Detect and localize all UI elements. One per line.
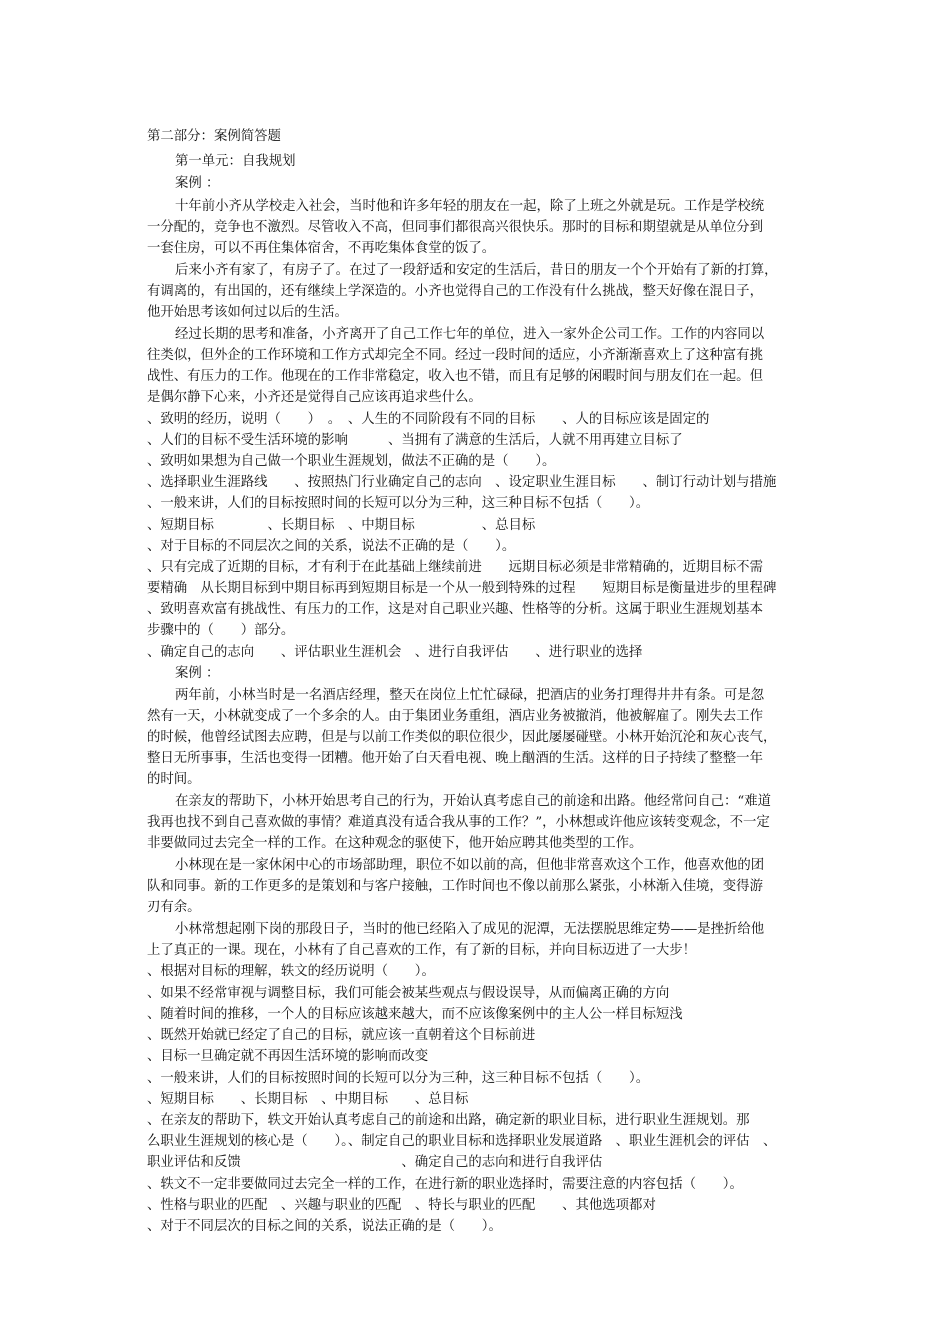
paragraph-line: 的时间。: [147, 772, 201, 787]
paragraph-line: 有调离的，有出国的，还有继续上学深造的。小齐也觉得自己的工作没有什么挑战，整天好像在混日子，: [147, 284, 763, 299]
paragraph-line: 是偶尔静下心来，小齐还是觉得自己应该再追求些什么。: [147, 390, 482, 405]
question-line: 、轶文不一定非要做同过去完全一样的工作，在进行新的职业选择时，需要注意的内容包括（ ）。: [147, 1177, 743, 1192]
paragraph-line: 的时候，他曾经试图去应聘，但是与以前工作类似的职位很少，因此屡屡碰壁。小林开始沉沦和灰心丧气，: [147, 730, 777, 745]
question-line: 、既然开始就已经定了自己的目标，就应该一直朝着这个目标前进: [147, 1028, 536, 1043]
paragraph-line: 然有一天，小林就变成了一个多余的人。由于集团业务重组，酒店业务被撤消，他被解雇了。刚失去工作: [147, 709, 763, 724]
question-line: 、性格与职业的匹配 、兴趣与职业的匹配 、特长与职业的匹配 、其他选项都对: [147, 1198, 656, 1213]
question-line: 职业评估和反馈 、确定自己的志向和进行自我评估: [147, 1155, 603, 1170]
case-label: 案例 ：: [175, 176, 220, 191]
paragraph-line: 十年前小齐从学校走入社会，当时他和许多年轻的朋友在一起，除了上班之外就是玩。工作是学校统: [175, 199, 765, 214]
section-heading: 第二部分：案例简答题: [147, 129, 281, 144]
question-line: 、一般来讲，人们的目标按照时间的长短可以分为三种，这三种目标不包括（ ）。: [147, 1071, 650, 1086]
paragraph-line: 战性、有压力的工作。他现在的工作非常稳定，收入也不错，而且有足够的闲暇时间与朋友们在一起。但: [147, 369, 763, 384]
paragraph-line: 一分配的，竞争也不激烈。尽管收入不高，但同事们都很高兴很快乐。那时的目标和期望就是从单位分到: [147, 220, 763, 235]
paragraph-line: 小林常想起刚下岗的那段日子，当时的他已经陷入了成见的泥潭，无法摆脱思维定势——是挫折给他: [175, 922, 765, 937]
question-line: 、短期目标 、长期目标 、中期目标 、总目标: [147, 1092, 469, 1107]
paragraph-line: 经过长期的思考和准备，小齐离开了自己工作七年的单位，进入一家外企公司工作。工作的内容同以: [175, 327, 765, 342]
question-line: 么职业生涯规划的核心是（ ）。、制定自己的职业目标和选择职业发展道路 、职业生涯机会的评估 、: [147, 1134, 777, 1149]
question-line: 、对于不同层次的目标之间的关系，说法正确的是（ ）。: [147, 1219, 502, 1234]
question-line: 要精确 从长期目标到中期目标再到短期目标是一个从一般到特殊的过程 短期目标是衡量进步的里程碑: [147, 581, 777, 596]
question-line: 、一般来讲，人们的目标按照时间的长短可以分为三种，这三种目标不包括（ ）。: [147, 496, 650, 511]
paragraph-line: 我再也找不到自己喜欢做的事情？难道真没有适合我从事的工作？”，小林想或许他应该转变观念，不一定: [147, 815, 770, 830]
question-line: 、如果不经常审视与调整目标，我们可能会被某些观点与假设误导，从而偏离正确的方向: [147, 986, 670, 1001]
paragraph-line: 整日无所事事，生活也变得一团糟。他开始了白天看电视、晚上酗酒的生活。这样的日子持续了整整一年: [147, 751, 763, 766]
paragraph-line: 他开始思考该如何过以后的生活。: [147, 305, 348, 320]
paragraph-line: 在亲友的帮助下，小林开始思考自己的行为，开始认真考虑自己的前途和出路。他经常问自己：“难道: [175, 794, 772, 809]
paragraph-line: 队和同事。新的工作更多的是策划和与客户接触，工作时间也不像以前那么紧张，小林渐入佳境，变得游: [147, 879, 763, 894]
unit-heading: 第一单元：自我规划: [175, 154, 296, 169]
question-line: 、致明喜欢富有挑战性、有压力的工作，这是对自己职业兴趣、性格等的分析。这属于职业生涯规划基本: [147, 602, 763, 617]
question-line: 、在亲友的帮助下，轶文开始认真考虑自己的前途和出路，确定新的职业目标，进行职业生涯规划。那: [147, 1113, 750, 1128]
question-line: 、对于目标的不同层次之间的关系，说法不正确的是（ ）。: [147, 539, 516, 554]
paragraph-line: 两年前，小林当时是一名酒店经理，整天在岗位上忙忙碌碌，把酒店的业务打理得井井有条。可是忽: [175, 688, 765, 703]
paragraph-line: 上了真正的一课。现在，小林有了自己喜欢的工作，有了新的目标，并向目标迈进了一大步！: [147, 943, 697, 958]
question-line: 、人们的目标不受生活环境的影响 、当拥有了满意的生活后，人就不用再建立目标了: [147, 433, 683, 448]
paragraph-line: 小林现在是一家休闲中心的市场部助理，职位不如以前的高，但他非常喜欢这个工作，他喜欢他的团: [175, 858, 765, 873]
paragraph-line: 后来小齐有家了，有房子了。在过了一段舒适和安定的生活后，昔日的朋友一个个开始有了新的打算，: [175, 263, 778, 278]
question-line: 、随着时间的推移，一个人的目标应该越来越大，而不应该像案例中的主人公一样目标短浅: [147, 1007, 683, 1022]
case-label: 案例 ：: [175, 666, 220, 681]
paragraph-line: 非要做同过去完全一样的工作。在这种观念的驱使下，他开始应聘其他类型的工作。: [147, 836, 643, 851]
question-line: 、只有完成了近期的目标，才有利于在此基础上继续前进 远期目标必须是非常精确的，近期目标不需: [147, 560, 763, 575]
paragraph-line: 刃有余。: [147, 900, 201, 915]
question-line: 、致明的经历，说明（ ） 。 、人生的不同阶段有不同的目标 、人的目标应该是固定的: [147, 412, 710, 427]
paragraph-line: 一套住房，可以不再住集体宿舍，不再吃集体食堂的饭了。: [147, 241, 496, 256]
question-line: 步骤中的（ ）部分。: [147, 623, 295, 638]
question-line: 、选择职业生涯路线 、按照热门行业确定自己的志向 、设定职业生涯目标 、制订行动计划与措施: [147, 475, 777, 490]
question-line: 、短期目标 、长期目标 、中期目标 、总目标: [147, 518, 536, 533]
question-line: 、确定自己的志向 、评估职业生涯机会 、进行自我评估 、进行职业的选择: [147, 645, 643, 660]
paragraph-line: 往类似，但外企的工作环境和工作方式却完全不同。经过一段时间的适应，小齐渐渐喜欢上了这种富有挑: [147, 348, 763, 363]
question-line: 、根据对目标的理解，轶文的经历说明（ ）。: [147, 964, 435, 979]
question-line: 、目标一旦确定就不再因生活环境的影响而改变: [147, 1049, 429, 1064]
question-line: 、致明如果想为自己做一个职业生涯规划，做法不正确的是（ ）。: [147, 454, 556, 469]
